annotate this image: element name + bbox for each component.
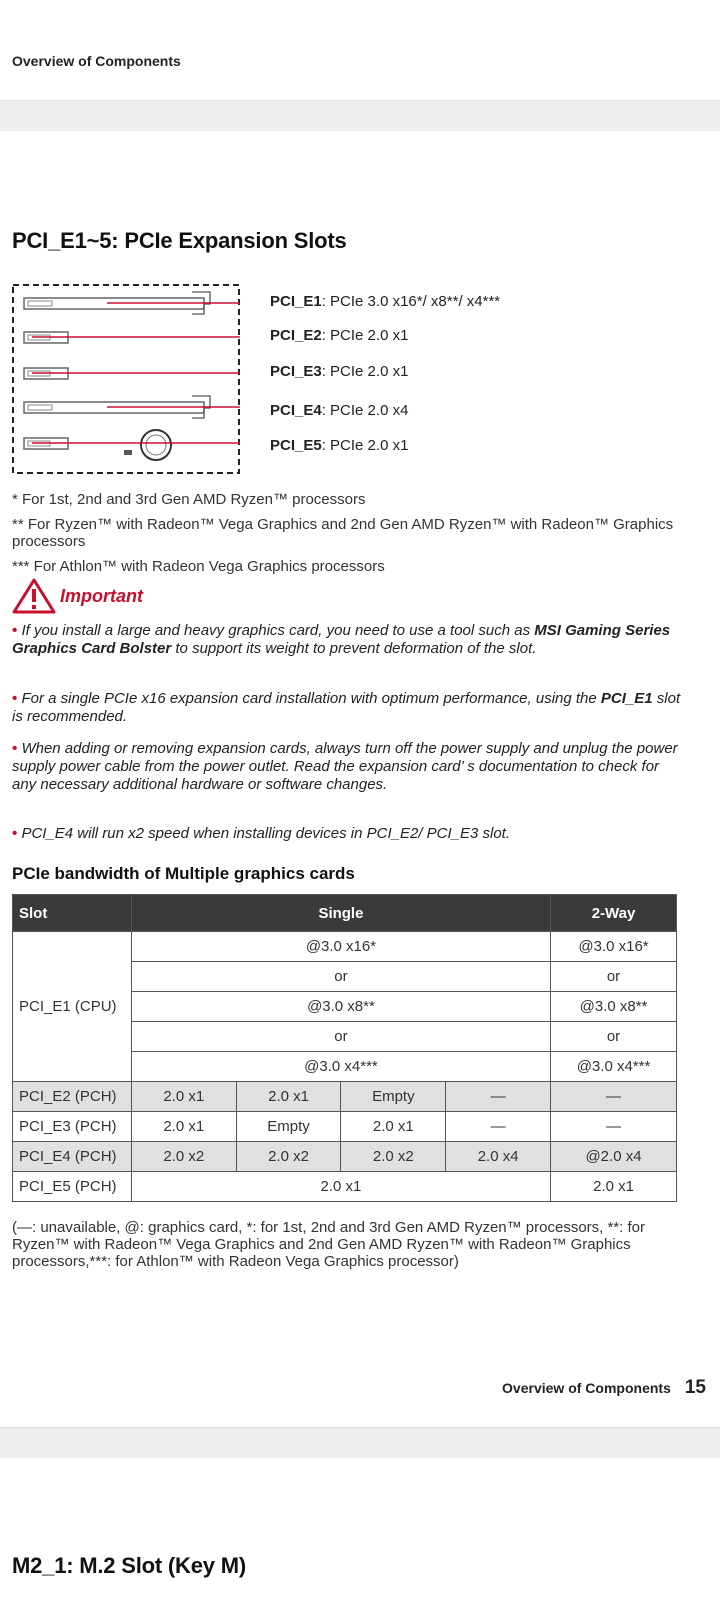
important-label: Important [60, 586, 143, 606]
next-section-title: M2_1: M.2 Slot (Key M) [12, 1553, 246, 1578]
header-single: Single [131, 895, 550, 932]
table-row [13, 1112, 677, 1142]
cell-single: @3.0 x16* [131, 932, 550, 962]
cell-single: @3.0 x4*** [131, 1052, 550, 1082]
slot-label-e2: PCI_E2: PCIe 2.0 x1 [270, 327, 409, 344]
cell: 2.0 x1 [236, 1082, 341, 1112]
table-row [13, 1082, 677, 1112]
cell-slot: PCI_E3 (PCH) [13, 1112, 132, 1142]
cell-slot: PCI_E4 (PCH) [13, 1142, 132, 1172]
important-callout [12, 578, 212, 614]
warning-icon [12, 578, 56, 614]
table-header-row [13, 895, 677, 932]
table-note: (—: unavailable, @: graphics card, *: for 1st, 2nd and 3rd Gen AMD Ryzen™ processors, **: for Ryzen™ with Radeon™ Vega Graphics and 2nd Gen AMD Ryzen™ with Radeon™ Graphics processors,***: for Athlon™ with Radeon Vega Graphics processor) [12, 1219, 646, 1270]
bullet-1: • If you install a large and heavy graphics card, you need to use a tool such as MSI Gaming Series Graphics Card Bolster to support its weight to prevent deformation of the slot. [12, 622, 671, 657]
page-gap [0, 101, 720, 131]
cell: — [446, 1082, 551, 1112]
cell-single: @3.0 x8** [131, 992, 550, 1022]
cell-2way: @3.0 x4*** [551, 1052, 677, 1082]
bullet-3: • When adding or removing expansion cards, always turn off the power supply and unplug the power supply power cable from the power outlet. Read the expansion card’ s documentation to check for any necessary additional hardware or software changes. [12, 740, 678, 793]
table-row [13, 932, 677, 962]
cell-2way: @3.0 x8** [551, 992, 677, 1022]
cell: Empty [341, 1082, 446, 1112]
cell-slot: PCI_E1 (CPU) [13, 932, 132, 1082]
footnote-3: *** For Athlon™ with Radeon Vega Graphics processors [12, 558, 385, 575]
cell-2way: or [551, 962, 677, 992]
header-slot: Slot [13, 895, 132, 932]
cell-2way: 2.0 x1 [551, 1172, 677, 1202]
cell: 2.0 x1 [131, 1082, 236, 1112]
cell: — [551, 1082, 677, 1112]
cell: 2.0 x2 [341, 1142, 446, 1172]
cell-slot: PCI_E5 (PCH) [13, 1172, 132, 1202]
table-row [13, 1142, 677, 1172]
header-2way: 2-Way [551, 895, 677, 932]
slot-diagram [12, 284, 240, 474]
cell: @2.0 x4 [551, 1142, 677, 1172]
cell-single: or [131, 1022, 550, 1052]
cell: 2.0 x1 [131, 1112, 236, 1142]
cell: — [551, 1112, 677, 1142]
footer-title: Overview of Components [502, 1380, 671, 1396]
cell: — [446, 1112, 551, 1142]
bullet-4: • PCI_E4 will run x2 speed when installing devices in PCI_E2/ PCI_E3 slot. [12, 825, 511, 842]
slot-label-e1: PCI_E1: PCIe 3.0 x16*/ x8**/ x4*** [270, 293, 501, 310]
cell: 2.0 x4 [446, 1142, 551, 1172]
table-row [13, 1172, 677, 1202]
cell: 2.0 x1 [341, 1112, 446, 1142]
cell-slot: PCI_E2 (PCH) [13, 1082, 132, 1112]
bandwidth-table [12, 894, 677, 1202]
cell: 2.0 x2 [131, 1142, 236, 1172]
slot-label-e4: PCI_E4: PCIe 2.0 x4 [270, 402, 409, 419]
page-header: Overview of Components [12, 53, 181, 69]
slot-label-e3: PCI_E3: PCIe 2.0 x1 [270, 363, 409, 380]
page-top [0, 0, 720, 101]
cell-single: or [131, 962, 550, 992]
section-title: PCI_E1~5: PCIe Expansion Slots [12, 228, 347, 253]
bullet-2: • For a single PCIe x16 expansion card installation with optimum performance, using the PCI_E1 slot is recommended. [12, 690, 681, 725]
cell-single: 2.0 x1 [131, 1172, 550, 1202]
page-gap [0, 1428, 720, 1458]
slot-label-e5: PCI_E5: PCIe 2.0 x1 [270, 437, 409, 454]
cell: 2.0 x2 [236, 1142, 341, 1172]
footnote-1: * For 1st, 2nd and 3rd Gen AMD Ryzen™ processors [12, 491, 366, 508]
cell: Empty [236, 1112, 341, 1142]
footnote-2: ** For Ryzen™ with Radeon™ Vega Graphics and 2nd Gen AMD Ryzen™ with Radeon™ Graphics processors [12, 516, 674, 550]
page-number: 15 [684, 1377, 706, 1398]
page-footer [502, 1377, 706, 1399]
cell-2way: or [551, 1022, 677, 1052]
table-title: PCIe bandwidth of Multiple graphics cards [12, 864, 355, 883]
cell-2way: @3.0 x16* [551, 932, 677, 962]
